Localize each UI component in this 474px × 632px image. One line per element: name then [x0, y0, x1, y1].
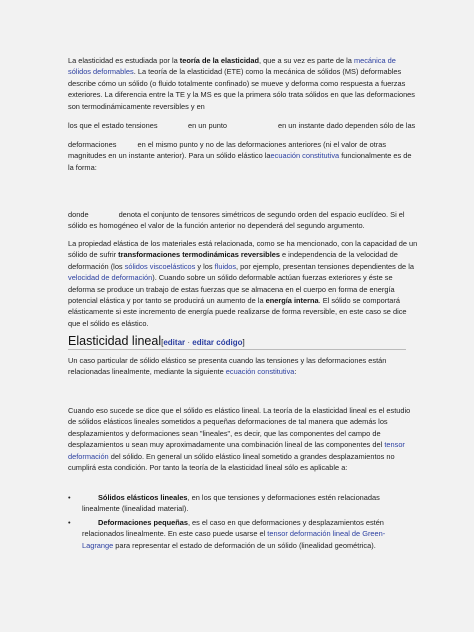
- text: Cuando eso sucede se dice que el sólido es elástico lineal. La teoría de la elasticidad lineal es el estudio de sólidos elásticos lineales sometidos a pequeñas deformaciones de tal manera que además los desplazamientos y deformaciones sean "lineales", es decir, que las componentes del campo de desplazamientos u sean muy aproximadamente una combinación lineal de las componentes del: [68, 406, 411, 450]
- bold-term: energía interna: [265, 296, 319, 306]
- list-item: [68, 492, 413, 515]
- heading-title: Elasticidad lineal: [68, 334, 162, 348]
- text: Un caso particular de sólido elástico se presenta cuando las tensiones y las deformaciones están relacionadas linealmente, mediante la siguiente: [68, 356, 387, 377]
- link-ecuacion-constitutiva-2[interactable]: ecuación constitutiva: [225, 367, 295, 377]
- text: , por ejemplo, presentan tensiones dependientes de la: [236, 261, 414, 271]
- paragraph-donde: [68, 209, 418, 232]
- link-solidos-viscoelasticos[interactable]: sólidos viscoelásticos: [124, 261, 196, 271]
- bold-term: transformaciones termodinámicas reversibles: [118, 250, 280, 260]
- text: :: [294, 367, 297, 377]
- paragraph-line-tensiones: [68, 121, 416, 130]
- text: denota el conjunto de tensores simétricos de segundo orden del espacio euclídeo. Si el sólido es homogéneo el valor de la función anterior no dependerá del segundo argumento.: [68, 210, 405, 231]
- bracket-open: [: [161, 338, 164, 347]
- edit-code-link[interactable]: editar código: [192, 338, 243, 347]
- link-tensor-deformacion[interactable]: tensor deformación: [68, 440, 405, 461]
- paragraph-caso-particular: [68, 355, 418, 378]
- bracket-close: ]: [242, 338, 245, 347]
- paragraph-deformaciones: [68, 139, 418, 173]
- text: La propiedad elástica de los materiales está relacionada, como se ha mencionado, con la capacidad de un sólido de sufrir: [68, 239, 418, 260]
- text: , en los que tensiones y deformaciones estén relacionadas linealmente (linealidad material).: [82, 493, 380, 514]
- text: . La teoría de la elasticidad (ETE) como la mecánica de sólidos (MS) deformables describe cómo un sólido (o fluido totalmente confinado) se mueve y deforma como respuesta a fuerzas exteriores. La diferencia entre la TE y la MS es que la primera sólo trata sólidos en que las deformaciones son termodinámicamente reversibles y en: [68, 67, 415, 111]
- edit-link[interactable]: editar: [163, 338, 186, 347]
- text: y los: [195, 261, 215, 271]
- bold-term: Sólidos elásticos lineales: [98, 493, 188, 502]
- text: , que a su vez es parte de la: [259, 56, 354, 65]
- text: en un punto: [188, 121, 228, 130]
- text: , es el caso en que deformaciones y desplazamientos estén relacionados linealmente. En este caso puede usarse el: [82, 517, 384, 539]
- conditions-list: [68, 492, 413, 553]
- text: en el mismo punto y no de las deformaciones anteriores (ni el valor de otras magnitudes en un instante anterior). Para un sólido elástico la: [68, 140, 387, 161]
- paragraph-propiedad-elastica: [68, 238, 418, 329]
- link-velocidad-deformacion[interactable]: velocidad de deformación: [68, 273, 153, 283]
- link-mecanica-solidos[interactable]: mecánica de sólidos deformables: [68, 56, 396, 77]
- text: . El sólido se comportará elásticamente si este incremento de energía puede realizarse de forma reversible, en este caso se dice que el sólido es elástico.: [68, 296, 407, 328]
- text: los que el estado tensiones: [68, 121, 158, 130]
- bullet: •: [68, 517, 71, 527]
- text: La elasticidad es estudiada por la: [68, 56, 180, 65]
- text: en un instante dado dependen sólo de las: [278, 121, 416, 130]
- paragraph-elastico-lineal: [68, 405, 418, 473]
- link-ecuacion-constitutiva[interactable]: ecuación constitutiva: [270, 151, 340, 161]
- bold-term: teoría de la elasticidad: [179, 56, 260, 65]
- text: e independencia de la velocidad de deformación (los: [68, 250, 398, 271]
- section-heading: [68, 334, 245, 348]
- link-fluidos[interactable]: fluidos: [214, 261, 237, 271]
- text: deformaciones: [68, 140, 117, 149]
- bold-term: Deformaciones pequeñas: [98, 517, 188, 527]
- link-tensor-green-lagrange[interactable]: tensor deformación lineal de Green-Lagrange: [82, 529, 386, 550]
- text: funcionalmente es de la forma:: [68, 151, 412, 172]
- paragraph-intro: [68, 55, 418, 112]
- separator: ·: [185, 338, 193, 347]
- text: ). Cuando sobre un sólido deformable actúan fuerzas exteriores y éste se deforma se produce un trabajo de estas fuerzas que se almacena en el cuerpo en forma de energía potencial elástica y por tanto se producirá un aumento de la: [68, 273, 395, 306]
- text: del sólido. En general un sólido elástico lineal sometido a grandes desplazamientos no cumplirá esta condición. Por tanto la teoría de la elasticidad lineal sólo es aplicable a:: [68, 451, 395, 473]
- text: donde: [68, 210, 89, 219]
- text: para representar el estado de deformación de un sólido (linealidad geométrica).: [113, 540, 376, 550]
- heading-divider: [68, 349, 406, 350]
- bullet: •: [68, 493, 71, 502]
- list-item: [68, 517, 413, 551]
